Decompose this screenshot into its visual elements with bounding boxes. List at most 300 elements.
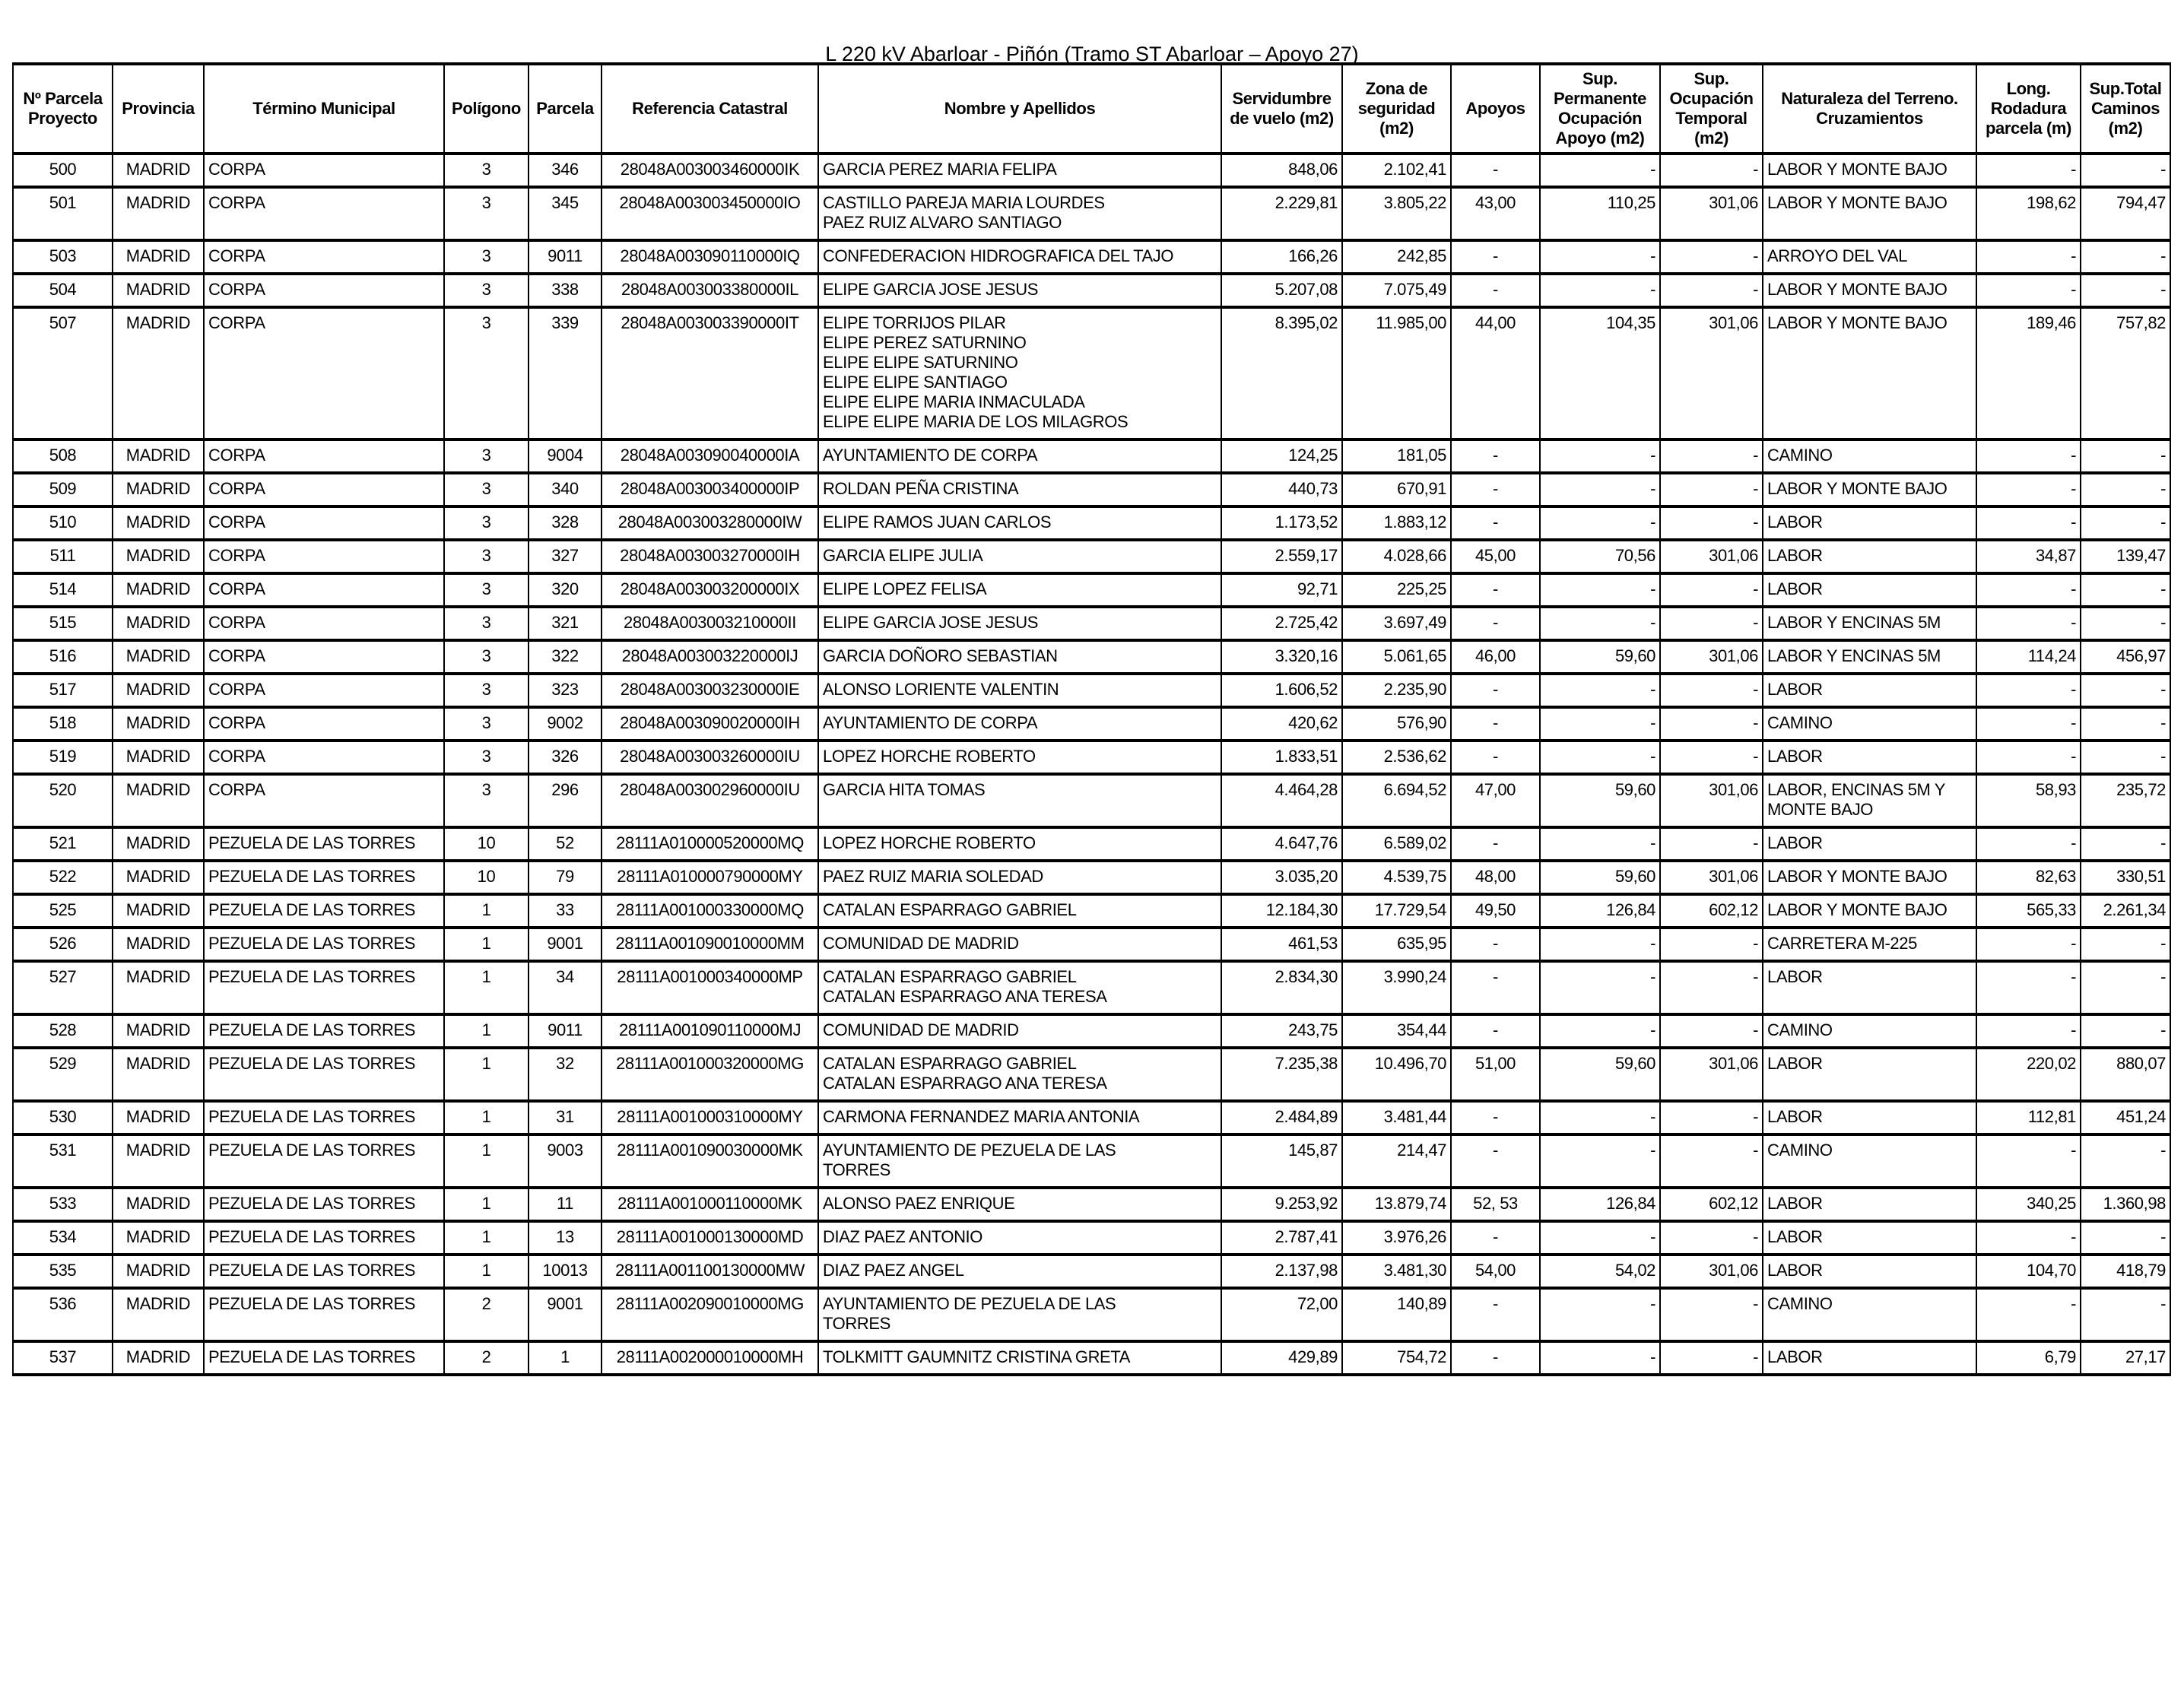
cell-polygon: 3 — [444, 240, 529, 274]
cell-parcel-number: 504 — [13, 274, 113, 307]
table-row — [13, 861, 2170, 894]
cell-polygon: 1 — [444, 961, 529, 1014]
cell-province: MADRID — [113, 1134, 204, 1188]
cell-municipality: CORPA — [204, 741, 444, 774]
cell-safety-zone: 214,47 — [1342, 1134, 1451, 1188]
cell-parcel-number: 530 — [13, 1101, 113, 1134]
cell-province: MADRID — [113, 1188, 204, 1221]
cell-municipality: CORPA — [204, 506, 444, 540]
cell-province: MADRID — [113, 1048, 204, 1101]
owner-name: ELIPE GARCIA JOSE JESUS — [823, 613, 1039, 632]
cell-owner-names — [818, 540, 1221, 573]
owner-name: CASTILLO PAREJA MARIA LOURDES — [823, 193, 1105, 212]
cell-parcel-number: 500 — [13, 154, 113, 187]
cell-parcel: 13 — [529, 1221, 602, 1255]
table-row — [13, 894, 2170, 928]
cell-municipality: CORPA — [204, 573, 444, 607]
cell-supports: - — [1451, 1221, 1540, 1255]
cell-supports: - — [1451, 827, 1540, 861]
cell-safety-zone: 754,72 — [1342, 1341, 1451, 1375]
cell-overflight-easement: 124,25 — [1221, 439, 1342, 473]
cell-cadastral-reference: 28048A003003200000IX — [602, 573, 818, 607]
cell-terrain-nature: LABOR — [1763, 1101, 1976, 1134]
cell-overflight-easement: 420,62 — [1221, 707, 1342, 741]
cell-parcel: 9011 — [529, 240, 602, 274]
cell-safety-zone: 2.102,41 — [1342, 154, 1451, 187]
table-row — [13, 640, 2170, 674]
cell-owner-names — [818, 1288, 1221, 1341]
cell-municipality: CORPA — [204, 540, 444, 573]
cell-permanent-occupation: - — [1540, 928, 1660, 961]
cell-safety-zone: 181,05 — [1342, 439, 1451, 473]
cell-polygon: 3 — [444, 774, 529, 827]
cell-total-road-area: 330,51 — [2081, 861, 2170, 894]
column-header-owner-names: Nombre y Apellidos — [818, 64, 1221, 154]
cell-temporary-occupation: 301,06 — [1660, 861, 1763, 894]
cell-terrain-nature: LABOR — [1763, 961, 1976, 1014]
cell-municipality: CORPA — [204, 154, 444, 187]
cell-safety-zone: 3.805,22 — [1342, 187, 1451, 240]
cell-terrain-nature: CAMINO — [1763, 1014, 1976, 1048]
cell-permanent-occupation: - — [1540, 439, 1660, 473]
cell-owner-names — [818, 894, 1221, 928]
cell-municipality: CORPA — [204, 640, 444, 674]
cell-cadastral-reference: 28048A003003210000II — [602, 607, 818, 640]
cell-overflight-easement: 4.464,28 — [1221, 774, 1342, 827]
cell-owner-names — [818, 640, 1221, 674]
column-header-parcel: Parcela — [529, 64, 602, 154]
cell-parcel-number: 522 — [13, 861, 113, 894]
owner-name: ELIPE RAMOS JUAN CARLOS — [823, 512, 1052, 531]
table-row — [13, 827, 2170, 861]
cell-overflight-easement: 1.173,52 — [1221, 506, 1342, 540]
owner-name: ELIPE LOPEZ FELISA — [823, 579, 987, 598]
cell-terrain-nature: LABOR — [1763, 674, 1976, 707]
cell-cadastral-reference: 28111A001000110000MK — [602, 1188, 818, 1221]
cell-safety-zone: 7.075,49 — [1342, 274, 1451, 307]
cell-safety-zone: 6.589,02 — [1342, 827, 1451, 861]
cell-parcel: 9011 — [529, 1014, 602, 1048]
cell-track-length: - — [1976, 473, 2081, 506]
cell-total-road-area: - — [2081, 154, 2170, 187]
cell-polygon: 1 — [444, 928, 529, 961]
cell-owner-names — [818, 1101, 1221, 1134]
cell-temporary-occupation: - — [1660, 1221, 1763, 1255]
cell-owner-names — [818, 1221, 1221, 1255]
cell-parcel-number: 518 — [13, 707, 113, 741]
cell-parcel: 9003 — [529, 1134, 602, 1188]
cell-province: MADRID — [113, 1221, 204, 1255]
cell-safety-zone: 1.883,12 — [1342, 506, 1451, 540]
cell-province: MADRID — [113, 439, 204, 473]
cell-total-road-area: - — [2081, 674, 2170, 707]
cell-overflight-easement: 166,26 — [1221, 240, 1342, 274]
owner-name: TORRES — [823, 1314, 890, 1333]
cell-supports: 54,00 — [1451, 1255, 1540, 1288]
cell-polygon: 1 — [444, 1101, 529, 1134]
cell-temporary-occupation: 301,06 — [1660, 1255, 1763, 1288]
cell-temporary-occupation: - — [1660, 473, 1763, 506]
owner-name: AYUNTAMIENTO DE PEZUELA DE LAS — [823, 1141, 1116, 1160]
cell-municipality: PEZUELA DE LAS TORRES — [204, 961, 444, 1014]
table-row — [13, 274, 2170, 307]
cell-temporary-occupation: 301,06 — [1660, 1048, 1763, 1101]
cell-province: MADRID — [113, 774, 204, 827]
cell-parcel-number: 508 — [13, 439, 113, 473]
cell-safety-zone: 354,44 — [1342, 1014, 1451, 1048]
cell-terrain-nature: LABOR Y MONTE BAJO — [1763, 307, 1976, 439]
owner-name: PAEZ RUIZ MARIA SOLEDAD — [823, 867, 1043, 886]
cell-track-length: - — [1976, 707, 2081, 741]
cell-temporary-occupation: - — [1660, 1101, 1763, 1134]
cell-supports: - — [1451, 274, 1540, 307]
cell-cadastral-reference: 28111A001100130000MW — [602, 1255, 818, 1288]
cell-cadastral-reference: 28048A003003270000IH — [602, 540, 818, 573]
cell-total-road-area: - — [2081, 741, 2170, 774]
owner-name: GARCIA HITA TOMAS — [823, 780, 986, 799]
cell-temporary-occupation: 301,06 — [1660, 307, 1763, 439]
cell-parcel: 33 — [529, 894, 602, 928]
cell-supports: - — [1451, 1014, 1540, 1048]
table-row — [13, 607, 2170, 640]
cell-total-road-area: 456,97 — [2081, 640, 2170, 674]
cell-province: MADRID — [113, 928, 204, 961]
cell-total-road-area: - — [2081, 240, 2170, 274]
cell-permanent-occupation: 126,84 — [1540, 894, 1660, 928]
cell-track-length: 198,62 — [1976, 187, 2081, 240]
cell-owner-names — [818, 154, 1221, 187]
cell-terrain-nature: LABOR — [1763, 540, 1976, 573]
cell-parcel: 9002 — [529, 707, 602, 741]
cell-polygon: 3 — [444, 473, 529, 506]
cell-supports: - — [1451, 928, 1540, 961]
cell-parcel: 9004 — [529, 439, 602, 473]
owner-name: TORRES — [823, 1160, 890, 1179]
cell-municipality: CORPA — [204, 240, 444, 274]
cell-overflight-easement: 1.833,51 — [1221, 741, 1342, 774]
cell-supports: 52, 53 — [1451, 1188, 1540, 1221]
cell-terrain-nature: LABOR — [1763, 1221, 1976, 1255]
cell-province: MADRID — [113, 827, 204, 861]
table-row — [13, 473, 2170, 506]
cell-parcel: 9001 — [529, 1288, 602, 1341]
owner-name: CATALAN ESPARRAGO GABRIEL — [823, 967, 1077, 986]
cell-parcel: 9001 — [529, 928, 602, 961]
cell-owner-names — [818, 274, 1221, 307]
cell-permanent-occupation: - — [1540, 674, 1660, 707]
cell-track-length: - — [1976, 154, 2081, 187]
cell-cadastral-reference: 28111A001000320000MG — [602, 1048, 818, 1101]
cell-track-length: - — [1976, 573, 2081, 607]
cell-terrain-nature: LABOR Y MONTE BAJO — [1763, 154, 1976, 187]
cell-temporary-occupation: - — [1660, 1134, 1763, 1188]
owner-name: GARCIA DOÑORO SEBASTIAN — [823, 646, 1058, 665]
table-row — [13, 674, 2170, 707]
cell-polygon: 2 — [444, 1341, 529, 1375]
table-row — [13, 240, 2170, 274]
cell-parcel-number: 526 — [13, 928, 113, 961]
cell-supports: - — [1451, 1134, 1540, 1188]
cell-parcel-number: 511 — [13, 540, 113, 573]
column-header-terrain-nature: Naturaleza del Terreno. Cruzamientos — [1763, 64, 1976, 154]
cell-supports: - — [1451, 473, 1540, 506]
document-title: L 220 kV Abarloar - Piñón (Tramo ST Abarloar – Apoyo 27) — [825, 43, 1359, 65]
cell-owner-names — [818, 961, 1221, 1014]
cell-safety-zone: 10.496,70 — [1342, 1048, 1451, 1101]
cell-owner-names — [818, 827, 1221, 861]
cell-parcel-number: 501 — [13, 187, 113, 240]
cell-terrain-nature: LABOR Y MONTE BAJO — [1763, 473, 1976, 506]
cell-parcel: 327 — [529, 540, 602, 573]
cell-province: MADRID — [113, 274, 204, 307]
cell-parcel: 345 — [529, 187, 602, 240]
cell-overflight-easement: 92,71 — [1221, 573, 1342, 607]
cell-overflight-easement: 2.834,30 — [1221, 961, 1342, 1014]
table-row — [13, 1255, 2170, 1288]
cell-overflight-easement: 2.725,42 — [1221, 607, 1342, 640]
cell-permanent-occupation: - — [1540, 1014, 1660, 1048]
cell-polygon: 1 — [444, 1134, 529, 1188]
cell-municipality: CORPA — [204, 607, 444, 640]
owner-name: ELIPE ELIPE SANTIAGO — [823, 373, 1008, 392]
cell-safety-zone: 3.481,30 — [1342, 1255, 1451, 1288]
cell-cadastral-reference: 28111A001090010000MM — [602, 928, 818, 961]
cell-supports: - — [1451, 154, 1540, 187]
cell-overflight-easement: 2.559,17 — [1221, 540, 1342, 573]
owner-name: GARCIA PEREZ MARIA FELIPA — [823, 160, 1057, 179]
cell-cadastral-reference: 28111A001000330000MQ — [602, 894, 818, 928]
cell-temporary-occupation: - — [1660, 707, 1763, 741]
cell-safety-zone: 225,25 — [1342, 573, 1451, 607]
cell-safety-zone: 3.697,49 — [1342, 607, 1451, 640]
cell-safety-zone: 670,91 — [1342, 473, 1451, 506]
cell-supports: 44,00 — [1451, 307, 1540, 439]
cell-temporary-occupation: - — [1660, 506, 1763, 540]
owner-name: LOPEZ HORCHE ROBERTO — [823, 747, 1036, 766]
cell-supports: - — [1451, 439, 1540, 473]
cell-track-length: 112,81 — [1976, 1101, 2081, 1134]
cell-cadastral-reference: 28048A003090110000IQ — [602, 240, 818, 274]
cell-terrain-nature: LABOR Y MONTE BAJO — [1763, 274, 1976, 307]
cell-polygon: 3 — [444, 274, 529, 307]
cell-total-road-area: 1.360,98 — [2081, 1188, 2170, 1221]
cell-permanent-occupation: - — [1540, 1221, 1660, 1255]
cell-owner-names — [818, 1188, 1221, 1221]
owner-name: DIAZ PAEZ ANTONIO — [823, 1227, 982, 1246]
cell-municipality: PEZUELA DE LAS TORRES — [204, 1188, 444, 1221]
cell-owner-names — [818, 741, 1221, 774]
cell-temporary-occupation: - — [1660, 827, 1763, 861]
cell-polygon: 3 — [444, 187, 529, 240]
cell-supports: - — [1451, 1288, 1540, 1341]
cell-track-length: - — [1976, 1221, 2081, 1255]
cell-municipality: PEZUELA DE LAS TORRES — [204, 1288, 444, 1341]
cell-cadastral-reference: 28048A003003400000IP — [602, 473, 818, 506]
cell-cadastral-reference: 28048A003003460000IK — [602, 154, 818, 187]
cell-polygon: 3 — [444, 307, 529, 439]
cell-temporary-occupation: 301,06 — [1660, 187, 1763, 240]
cell-parcel-number: 531 — [13, 1134, 113, 1188]
table-row — [13, 1221, 2170, 1255]
cell-total-road-area: - — [2081, 573, 2170, 607]
cell-temporary-occupation: - — [1660, 439, 1763, 473]
owner-name: AYUNTAMIENTO DE CORPA — [823, 446, 1038, 465]
cell-parcel-number: 535 — [13, 1255, 113, 1288]
cell-track-length: 104,70 — [1976, 1255, 2081, 1288]
cell-cadastral-reference: 28111A001000340000MP — [602, 961, 818, 1014]
cell-cadastral-reference: 28048A003090020000IH — [602, 707, 818, 741]
cell-province: MADRID — [113, 894, 204, 928]
cell-polygon: 1 — [444, 1255, 529, 1288]
table-row — [13, 1288, 2170, 1341]
cell-owner-names — [818, 1255, 1221, 1288]
column-header-polygon: Polígono — [444, 64, 529, 154]
cell-supports: 47,00 — [1451, 774, 1540, 827]
cell-permanent-occupation: 59,60 — [1540, 774, 1660, 827]
cell-overflight-easement: 3.035,20 — [1221, 861, 1342, 894]
cell-overflight-easement: 12.184,30 — [1221, 894, 1342, 928]
cell-terrain-nature: CAMINO — [1763, 1288, 1976, 1341]
cell-total-road-area: - — [2081, 439, 2170, 473]
cell-permanent-occupation: 104,35 — [1540, 307, 1660, 439]
table-row — [13, 1014, 2170, 1048]
cell-owner-names — [818, 1048, 1221, 1101]
cell-temporary-occupation: - — [1660, 928, 1763, 961]
cell-overflight-easement: 5.207,08 — [1221, 274, 1342, 307]
cell-parcel: 340 — [529, 473, 602, 506]
owner-name: CATALAN ESPARRAGO ANA TERESA — [823, 1074, 1107, 1093]
owner-name: CARMONA FERNANDEZ MARIA ANTONIA — [823, 1107, 1140, 1126]
cell-safety-zone: 3.990,24 — [1342, 961, 1451, 1014]
cell-cadastral-reference: 28111A010000790000MY — [602, 861, 818, 894]
cell-municipality: PEZUELA DE LAS TORRES — [204, 827, 444, 861]
cell-permanent-occupation: 126,84 — [1540, 1188, 1660, 1221]
cell-supports: 49,50 — [1451, 894, 1540, 928]
cell-terrain-nature: LABOR, ENCINAS 5M Y MONTE BAJO — [1763, 774, 1976, 827]
cell-track-length: 58,93 — [1976, 774, 2081, 827]
cell-total-road-area: 139,47 — [2081, 540, 2170, 573]
cell-permanent-occupation: - — [1540, 1288, 1660, 1341]
owner-name: ELIPE ELIPE MARIA INMACULADA — [823, 392, 1085, 411]
cell-track-length: - — [1976, 240, 2081, 274]
column-header-permanent-occupation: Sup. Permanente Ocupación Apoyo (m2) — [1540, 64, 1660, 154]
cell-owner-names — [818, 707, 1221, 741]
cell-terrain-nature: CAMINO — [1763, 1134, 1976, 1188]
cell-parcel: 321 — [529, 607, 602, 640]
cell-parcel-number: 529 — [13, 1048, 113, 1101]
cell-safety-zone: 576,90 — [1342, 707, 1451, 741]
cell-temporary-occupation: 602,12 — [1660, 894, 1763, 928]
table-row — [13, 506, 2170, 540]
cell-safety-zone: 242,85 — [1342, 240, 1451, 274]
cell-total-road-area: - — [2081, 1134, 2170, 1188]
cell-temporary-occupation: 301,06 — [1660, 774, 1763, 827]
cell-owner-names — [818, 187, 1221, 240]
cell-safety-zone: 140,89 — [1342, 1288, 1451, 1341]
cell-total-road-area: - — [2081, 1288, 2170, 1341]
cell-province: MADRID — [113, 154, 204, 187]
owner-name: ELIPE TORRIJOS PILAR — [823, 313, 1006, 332]
cell-municipality: PEZUELA DE LAS TORRES — [204, 1048, 444, 1101]
owner-name: DIAZ PAEZ ANGEL — [823, 1261, 964, 1280]
cell-overflight-easement: 1.606,52 — [1221, 674, 1342, 707]
cell-polygon: 1 — [444, 1221, 529, 1255]
table-body — [13, 154, 2170, 1375]
cell-safety-zone: 13.879,74 — [1342, 1188, 1451, 1221]
cell-municipality: PEZUELA DE LAS TORRES — [204, 861, 444, 894]
cell-supports: - — [1451, 961, 1540, 1014]
cell-supports: - — [1451, 1101, 1540, 1134]
cell-safety-zone: 6.694,52 — [1342, 774, 1451, 827]
cell-supports: 45,00 — [1451, 540, 1540, 573]
cell-overflight-easement: 440,73 — [1221, 473, 1342, 506]
cell-track-length: - — [1976, 506, 2081, 540]
cell-province: MADRID — [113, 573, 204, 607]
cell-municipality: PEZUELA DE LAS TORRES — [204, 928, 444, 961]
cell-cadastral-reference: 28111A001000310000MY — [602, 1101, 818, 1134]
cell-overflight-easement: 2.137,98 — [1221, 1255, 1342, 1288]
cell-owner-names — [818, 774, 1221, 827]
cell-permanent-occupation: - — [1540, 741, 1660, 774]
column-header-municipality: Término Municipal — [204, 64, 444, 154]
table-row — [13, 961, 2170, 1014]
cell-province: MADRID — [113, 1101, 204, 1134]
owner-name: ALONSO PAEZ ENRIQUE — [823, 1194, 1015, 1213]
cell-owner-names — [818, 1341, 1221, 1375]
cell-overflight-easement: 461,53 — [1221, 928, 1342, 961]
cell-province: MADRID — [113, 674, 204, 707]
cell-safety-zone: 2.536,62 — [1342, 741, 1451, 774]
cell-temporary-occupation: - — [1660, 741, 1763, 774]
cell-overflight-easement: 848,06 — [1221, 154, 1342, 187]
owner-name: CATALAN ESPARRAGO GABRIEL — [823, 1054, 1077, 1073]
cell-permanent-occupation: 54,02 — [1540, 1255, 1660, 1288]
column-header-overflight-easement: Servidumbre de vuelo (m2) — [1221, 64, 1342, 154]
owner-name: ELIPE PEREZ SATURNINO — [823, 333, 1027, 352]
cell-parcel: 1 — [529, 1341, 602, 1375]
cell-parcel: 31 — [529, 1101, 602, 1134]
cell-province: MADRID — [113, 640, 204, 674]
cell-permanent-occupation: - — [1540, 607, 1660, 640]
cell-polygon: 3 — [444, 640, 529, 674]
column-header-temporary-occupation: Sup. Ocupación Temporal (m2) — [1660, 64, 1763, 154]
cell-cadastral-reference: 28048A003002960000IU — [602, 774, 818, 827]
owner-name: ROLDAN PEÑA CRISTINA — [823, 479, 1019, 498]
cell-permanent-occupation: - — [1540, 1134, 1660, 1188]
cell-track-length: - — [1976, 674, 2081, 707]
cell-terrain-nature: LABOR — [1763, 1341, 1976, 1375]
table-row — [13, 1101, 2170, 1134]
cell-parcel: 322 — [529, 640, 602, 674]
cell-province: MADRID — [113, 607, 204, 640]
cell-parcel: 32 — [529, 1048, 602, 1101]
cell-terrain-nature: LABOR Y ENCINAS 5M — [1763, 607, 1976, 640]
table-row — [13, 540, 2170, 573]
cell-total-road-area: - — [2081, 506, 2170, 540]
cell-temporary-occupation: - — [1660, 1288, 1763, 1341]
cell-permanent-occupation: - — [1540, 707, 1660, 741]
cell-polygon: 3 — [444, 573, 529, 607]
cell-cadastral-reference: 28111A002090010000MG — [602, 1288, 818, 1341]
cell-parcel-number: 520 — [13, 774, 113, 827]
owner-name: CATALAN ESPARRAGO GABRIEL — [823, 900, 1077, 919]
cell-municipality: CORPA — [204, 439, 444, 473]
cell-terrain-nature: LABOR — [1763, 1188, 1976, 1221]
owner-name: COMUNIDAD DE MADRID — [823, 934, 1019, 953]
cell-polygon: 3 — [444, 607, 529, 640]
cell-parcel-number: 527 — [13, 961, 113, 1014]
table-row — [13, 154, 2170, 187]
